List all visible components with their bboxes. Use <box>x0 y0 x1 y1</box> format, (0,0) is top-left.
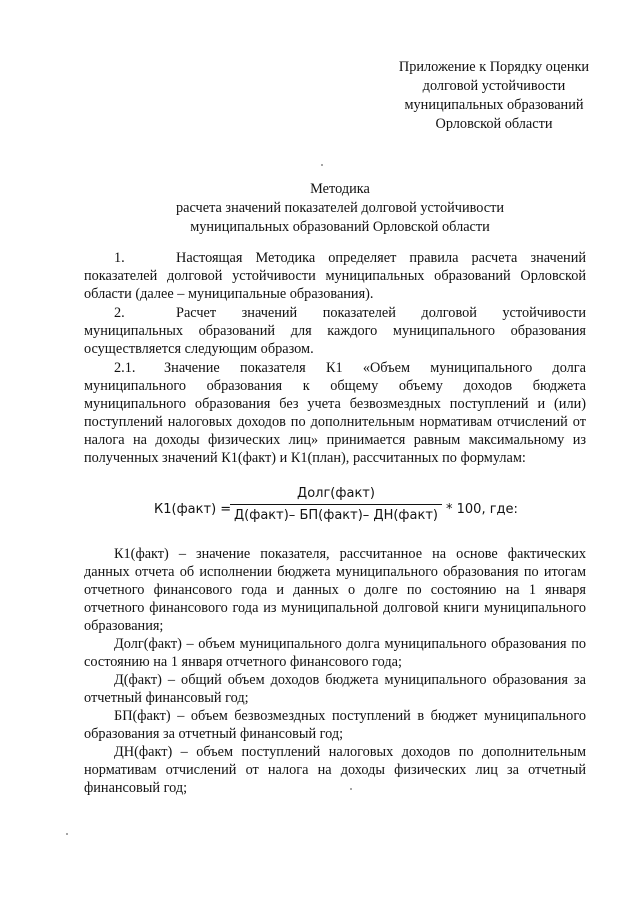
paragraph-number: 2.1. <box>114 360 136 376</box>
scan-speck <box>350 788 352 790</box>
definition-item: Долг(факт) – объем муниципального долга муниципального образования по состоянию на 1 января отчетного финансового года; <box>84 636 586 670</box>
appendix-line: муниципальных образований <box>404 97 584 113</box>
formula-lhs: К1(факт) = <box>154 502 232 517</box>
formula-fraction <box>230 486 442 523</box>
appendix-header <box>372 58 616 134</box>
appendix-line: Орловской области <box>435 116 553 132</box>
paragraph-number: 1. <box>114 250 125 266</box>
appendix-line: долговой устойчивости <box>422 78 566 94</box>
title-line: муниципальных образований Орловской области <box>190 219 490 235</box>
formula-numerator: Долг(факт) <box>297 486 375 501</box>
paragraph-2 <box>84 304 586 358</box>
title-line: Методика <box>310 181 370 197</box>
paragraph-2-1 <box>84 359 586 467</box>
document-title <box>60 180 620 237</box>
appendix-line: Приложение к Порядку оценки <box>398 59 590 75</box>
definitions-list <box>84 545 586 797</box>
definition-item: БП(факт) – объем безвозмездных поступлений в бюджет муниципального образования за отчетный финансовый год; <box>84 708 586 742</box>
formula-rhs: * 100, где: <box>446 502 518 517</box>
scan-speck <box>321 164 323 166</box>
definition-item: К1(факт) – значение показателя, рассчитанное на основе фактических данных отчета об исполнении бюджета муниципального образования по итогам отчетного финансового года и данных о долге по состоянию на 1 января отчетного финансового года из муниципальной долговой книги муниципального образования; <box>84 546 586 634</box>
paragraph-number: 2. <box>114 305 125 321</box>
document-body <box>84 249 586 467</box>
formula-denominator: Д(факт)– БП(факт)– ДН(факт) <box>234 508 438 523</box>
definition-item: Д(факт) – общий объем доходов бюджета муниципального образования за отчетный финансовый год; <box>84 672 586 706</box>
paragraph-text: Расчет значений показателей долговой устойчивости муниципальных образований для каждого муниципального образования осуществляется следующим образом. <box>84 305 586 357</box>
paragraph-text: Настоящая Методика определяет правила расчета значений показателей долговой устойчивости муниципальных образований Орловской области (далее – муниципальные образования). <box>84 250 586 302</box>
paragraph-text: Значение показателя К1 «Объем муниципального долга муниципального образования к общему объему доходов бюджета муниципального образования без учета безвозмездных поступлений и (или) поступлений налоговых доходов по дополнительным нормативам отчислений от налога на доходы физических лиц» принимается равным максимальному из полученных значений К1(факт) и К1(план), рассчитанных по формулам: <box>84 360 586 466</box>
formula-k1 <box>84 486 586 534</box>
paragraph-1 <box>84 249 586 303</box>
definition-item: ДН(факт) – объем поступлений налоговых доходов по дополнительным нормативам отчислений от налога на доходы физических лиц за отчетный финансовый год; <box>84 744 586 796</box>
scan-speck <box>66 833 68 835</box>
title-line: расчета значений показателей долговой устойчивости <box>175 200 504 216</box>
